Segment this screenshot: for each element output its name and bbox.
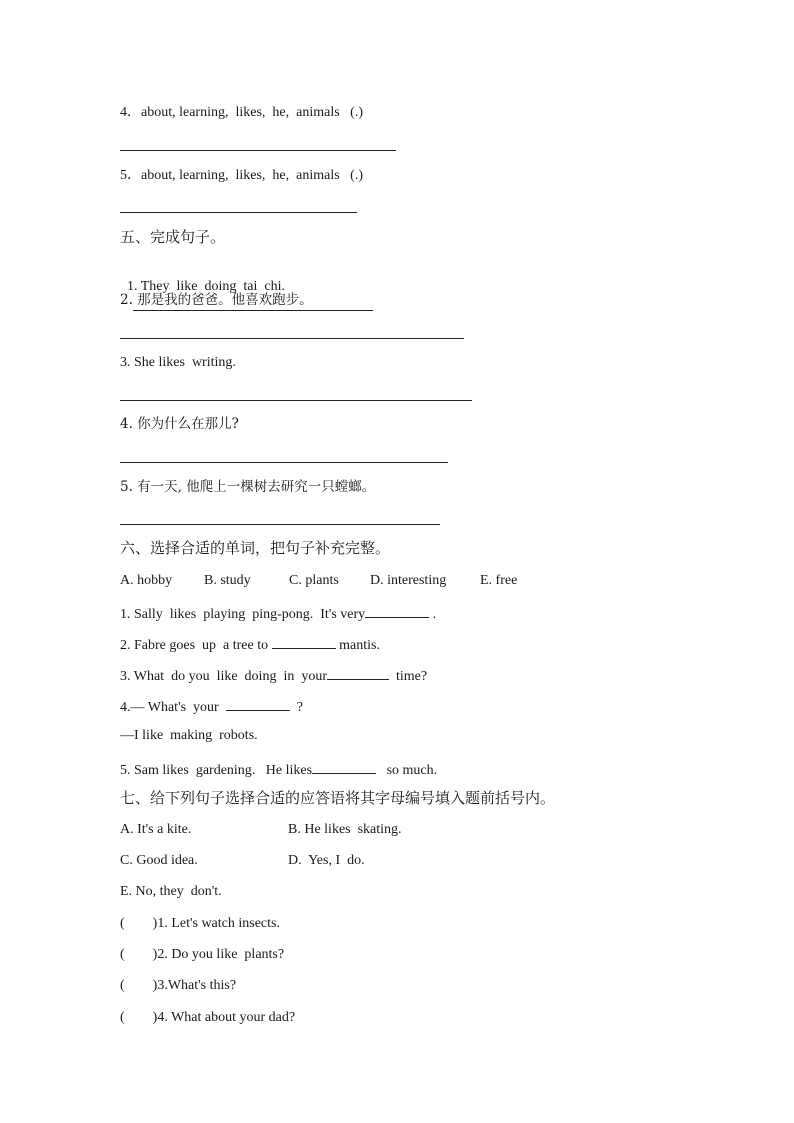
option-c: C. plants <box>289 573 339 588</box>
question-text: 3. What do you like doing in your <box>120 669 327 684</box>
section-5-question-3: 3. She likes writing. <box>120 355 236 370</box>
answer-blank[interactable] <box>272 634 336 649</box>
question-text: 2. Fabre goes up a tree to <box>120 638 272 653</box>
question-text-end: ? <box>289 700 303 715</box>
section-7-question-3[interactable]: ( )3.What's this? <box>120 978 237 993</box>
question-4-words: 4．about, learning, likes, he, animals (.) <box>120 105 363 120</box>
section-6-question-4-answer: —I like making robots. <box>120 728 258 743</box>
section-6-question-5 <box>120 759 437 780</box>
section-5-question-4: 4. 你为什么在那儿? <box>120 416 239 432</box>
option-d: D. Yes, I do. <box>288 853 365 868</box>
section-5-question-5: 5. 有一天, 他爬上一棵树去研究一只螳螂。 <box>120 479 376 495</box>
option-c: C. Good idea. <box>120 853 198 868</box>
section-6-question-4 <box>120 696 303 717</box>
answer-line[interactable] <box>120 212 357 213</box>
section-7-heading: 七、给下列句子选择合适的应答语将其字母编号填入题前括号内。 <box>120 789 556 807</box>
question-text: 5. Sam likes gardening. He likes <box>120 763 313 778</box>
option-a: A. It's a kite. <box>120 822 192 837</box>
question-text-end: mantis. <box>335 638 380 653</box>
answer-line[interactable] <box>120 524 440 525</box>
question-text-end: time? <box>389 669 428 684</box>
section-7-question-2[interactable]: ( )2. Do you like plants? <box>120 947 285 962</box>
answer-blank[interactable] <box>226 696 290 711</box>
option-b: B. study <box>204 573 251 588</box>
section-7-question-1[interactable]: ( )1. Let's watch insects. <box>120 916 280 931</box>
question-text: 1. Sally likes playing ping-pong. It's very <box>120 607 366 622</box>
answer-blank[interactable] <box>365 603 429 618</box>
option-a: A. hobby <box>120 573 173 588</box>
option-e: E. free <box>480 573 518 588</box>
option-e: E. No, they don't. <box>120 884 222 899</box>
section-6-question-3 <box>120 665 427 686</box>
section-6-question-2 <box>120 634 380 655</box>
option-b: B. He likes skating. <box>288 822 402 837</box>
answer-blank[interactable] <box>312 759 376 774</box>
section-6-heading: 六、选择合适的单词，把句子补充完整。 <box>120 539 391 557</box>
question-text-end: so much. <box>376 763 438 778</box>
question-text: 4.— What's your <box>120 700 226 715</box>
section-5-question-2: 2. 那是我的爸爸。他喜欢跑步。 <box>120 292 313 308</box>
answer-line[interactable] <box>120 150 396 151</box>
section-7-question-4[interactable]: ( )4. What about your dad? <box>120 1010 296 1025</box>
answer-line[interactable] <box>120 338 464 339</box>
answer-line[interactable] <box>120 462 448 463</box>
question-text-end: . <box>429 607 437 622</box>
option-d: D. interesting <box>370 573 447 588</box>
section-5-heading: 五、完成句子。 <box>120 228 226 246</box>
question-5-words: 5．about, learning, likes, he, animals (.) <box>120 168 363 183</box>
section-6-question-1 <box>120 603 436 624</box>
answer-blank[interactable] <box>327 665 389 680</box>
question-text: 1. They like doing tai chi. <box>127 279 285 294</box>
answer-line[interactable] <box>120 400 472 401</box>
